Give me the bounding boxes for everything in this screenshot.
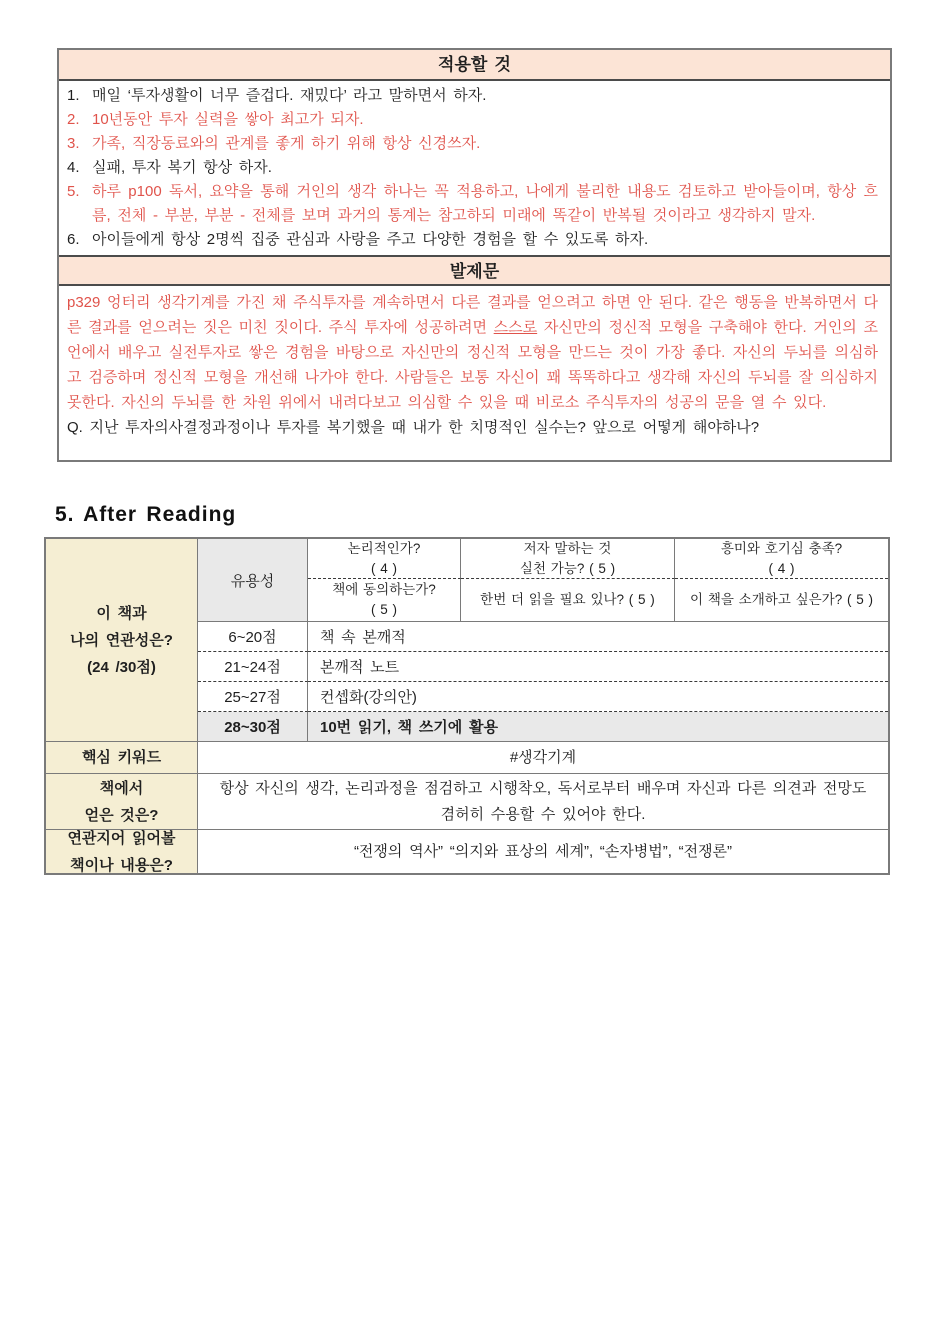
list-item-text: 실패, 투자 복기 항상 하자. — [92, 159, 272, 176]
rating-header-cell — [308, 579, 461, 622]
rating-question: 저자 말하는 것 — [523, 540, 612, 556]
list-item-number: 2. — [67, 111, 80, 128]
rating-question: 흥미와 호기심 충족? — [720, 540, 843, 556]
score-range-cell: 6~20점 — [198, 622, 308, 652]
list-item — [67, 132, 878, 156]
relevance-line: (24 /30점) — [87, 658, 156, 676]
rating-header-cell: 이 책을 소개하고 싶은가? ( 5 ) — [675, 579, 888, 622]
apply-table-header: 적용할 것 — [59, 50, 890, 81]
keyword-value-cell: #생각기계 — [198, 742, 888, 774]
list-item — [67, 156, 878, 180]
list-item — [67, 228, 878, 252]
paragraph-segment: 자신만의 정신적 모형을 구축해야 한다. 거인의 조언에서 배우고 실전투자로 쌓은 경험을 바탕으로 자신만의 정신적 모형을 만드는 것이 가장 좋다. 자신의 두뇌를 의심하고 검증하며 정신적 모형을 개선해 나가야 한다. 사람들은 보통 자신이 꽤 똑똑하다고 생각해 자신의 두뇌를 잘 의심하지 못한다. 자신의 두뇌를 한 차원 위에서 내려다보고 의심할 수 있을 때 비로소 주식투자의 성공의 문을 열 수 있다. — [67, 319, 878, 411]
discussion-body — [59, 286, 890, 460]
rating-score: ( 4 ) — [370, 560, 397, 576]
list-item-number: 1. — [67, 87, 80, 104]
list-item-text: 아이들에게 항상 2명씩 집중 관심과 사랑을 주고 다양한 경험을 할 수 있도록 하자. — [92, 231, 649, 248]
after-reading-table — [44, 537, 890, 875]
score-range-cell: 25~27점 — [198, 682, 308, 712]
score-label-cell: 10번 읽기, 책 쓰기에 활용 — [308, 712, 888, 742]
paragraph-underlined-segment: 스스로 — [493, 319, 538, 336]
apply-discussion-table — [57, 48, 892, 462]
score-label-cell: 책 속 본깨적 — [308, 622, 888, 652]
discussion-paragraph — [67, 290, 878, 415]
list-item-text: 10년동안 투자 실력을 쌓아 최고가 되자. — [92, 111, 364, 128]
rating-score: 실천 가능? ( 5 ) — [519, 560, 616, 576]
list-item-number: 5. — [67, 183, 80, 200]
discussion-table-header: 발제문 — [59, 255, 890, 286]
list-item — [67, 84, 878, 108]
list-item-number: 3. — [67, 135, 80, 152]
paragraph-segment: p329 엉터리 생각기계를 가진 채 주식투자를 계속하면서 다른 결과를 얻으려고 하면 안 된다. 같은 행동을 반복하면서 다른 결과를 얻으려는 짓은 미친 짓이다. 주식 투자에 성공하려면 — [67, 294, 878, 336]
gained-label-line: 얻은 것은? — [84, 806, 159, 824]
usefulness-cell: 유용성 — [198, 539, 308, 622]
related-label-cell — [46, 830, 198, 873]
list-item-text: 가족, 직장동료와의 관계를 좋게 하기 위해 항상 신경쓰자. — [92, 135, 481, 152]
score-range-cell: 28~30점 — [198, 712, 308, 742]
gained-label-cell — [46, 774, 198, 830]
rating-header-cell — [308, 539, 461, 579]
related-label-line: 책이나 내용은? — [70, 856, 173, 874]
list-item-number: 4. — [67, 159, 80, 176]
list-item — [67, 180, 878, 228]
gained-value-cell: 항상 자신의 생각, 논리과정을 점검하고 시행착오, 독서로부터 배우며 자신과 다른 의견과 전망도 겸허히 수용할 수 있어야 한다. — [198, 774, 888, 830]
after-reading-title: 5. After Reading — [55, 503, 237, 526]
rating-score: ( 5 ) — [370, 602, 397, 617]
relevance-line: 나의 연관성은? — [70, 631, 173, 649]
list-item — [67, 108, 878, 132]
rating-question: 책에 동의하는가? — [332, 582, 436, 597]
score-label-cell: 본깨적 노트 — [308, 652, 888, 682]
list-item-text: 매일 ‘투자생활이 너무 즐겁다. 재밌다’ 라고 말하면서 하자. — [92, 87, 487, 104]
gained-label-line: 책에서 — [99, 779, 144, 797]
rating-question: 논리적인가? — [347, 540, 421, 556]
rating-header-cell — [461, 539, 675, 579]
question-line: Q. 지난 투자의사결정과정이나 투자를 복기했을 때 내가 한 치명적인 실수는? 앞으로 어떻게 해야하나? — [67, 419, 760, 436]
rating-score: ( 4 ) — [768, 560, 795, 576]
rating-header-cell — [675, 539, 888, 579]
related-label-line: 연관지어 읽어볼 — [67, 829, 176, 847]
list-item-number: 6. — [67, 231, 80, 248]
score-label-cell: 컨셉화(강의안) — [308, 682, 888, 712]
relevance-cell — [46, 539, 198, 742]
relevance-line: 이 책과 — [96, 604, 147, 622]
related-value-cell: “전쟁의 역사” “의지와 표상의 세계”, “손자병법”, “전쟁론” — [353, 842, 733, 860]
list-item-text: 하루 p100 독서, 요약을 통해 거인의 생각 하나는 꼭 적용하고, 나에게 불리한 내용도 검토하고 받아들이며, 항상 흐름, 전체 - 부분, 부분 - 전체를 보며 과거의 통계는 참고하되 미래에 똑같이 반복될 것이라고 생각하지 말자. — [92, 183, 878, 224]
score-range-cell: 21~24점 — [198, 652, 308, 682]
apply-item-list — [59, 81, 890, 255]
rating-header-cell: 한번 더 읽을 필요 있나? ( 5 ) — [461, 579, 675, 622]
keyword-label-cell: 핵심 키워드 — [46, 742, 198, 774]
